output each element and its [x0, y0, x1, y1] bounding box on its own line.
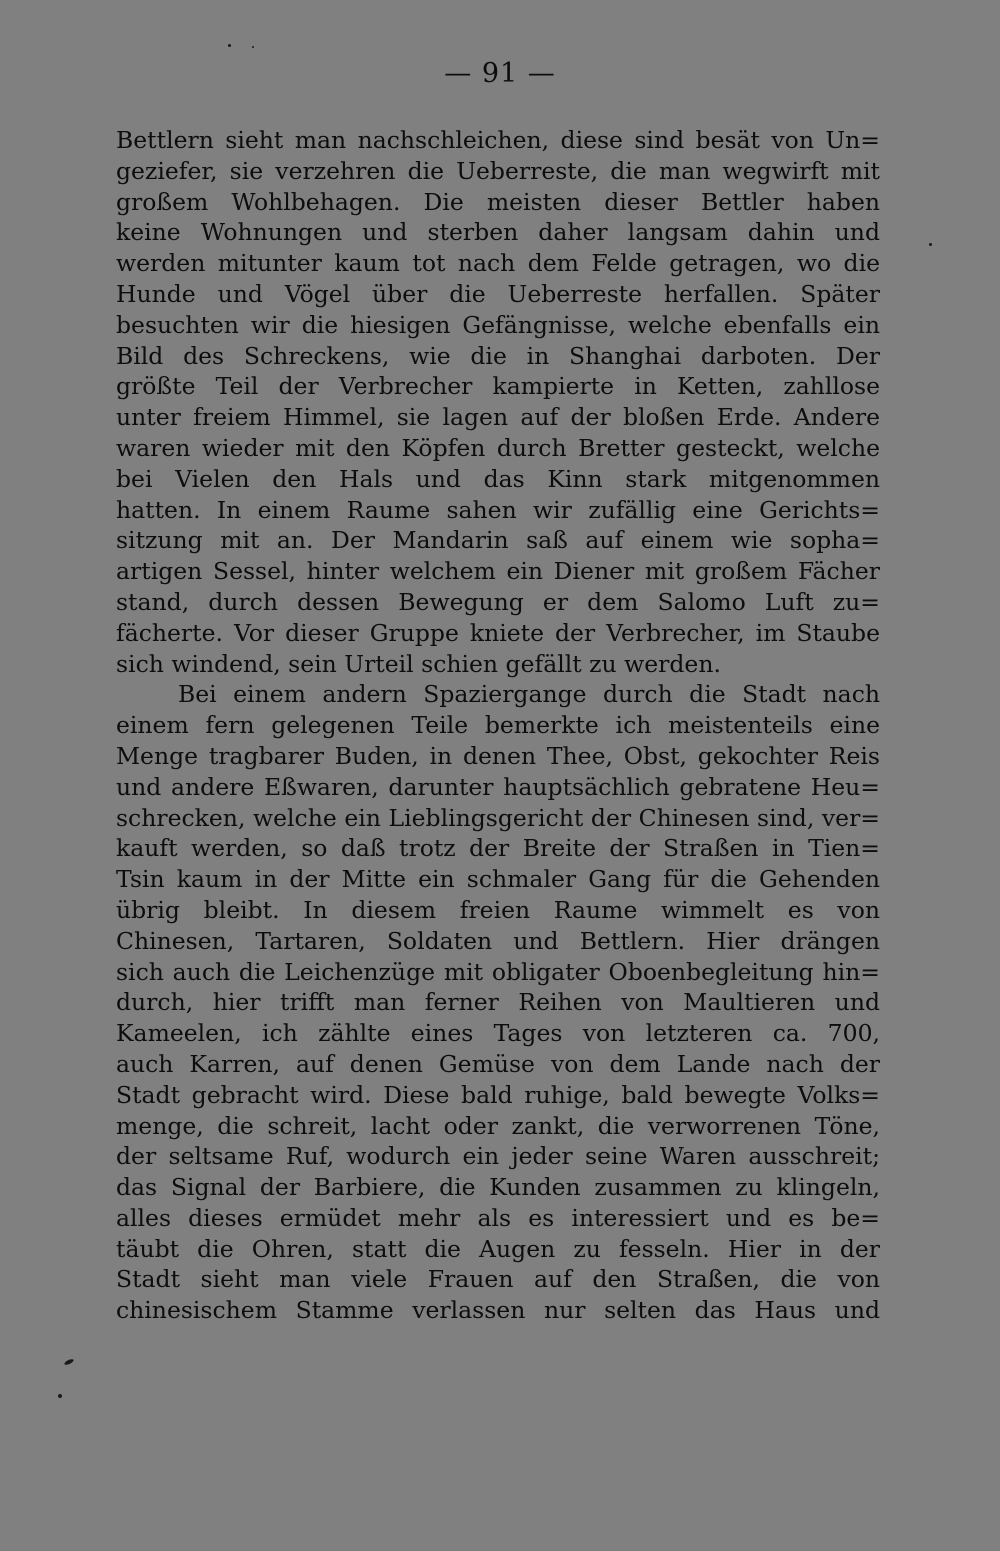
- text-line: sitzung mit an. Der Mandarin saß auf einem wie sopha=: [116, 526, 880, 555]
- text-line: durch, hier trifft man ferner Reihen von Maultieren und: [116, 988, 880, 1017]
- text-line: waren wieder mit den Köpfen durch Bretter gesteckt, welche: [116, 433, 880, 462]
- text-line: menge, die schreit, lacht oder zankt, die verworrenen Töne,: [116, 1111, 880, 1140]
- text-line: Bei einem andern Spaziergange durch die Stadt nach: [178, 680, 880, 709]
- text-line: Stadt gebracht wird. Diese bald ruhige, bald bewegte Volks=: [116, 1080, 880, 1109]
- text-line: chinesischem Stamme verlassen nur selten das Haus und: [116, 1296, 880, 1325]
- text-line: täubt die Ohren, statt die Augen zu fesseln. Hier in der: [116, 1234, 880, 1263]
- text-line: Hunde und Vögel über die Ueberreste herfallen. Später: [116, 279, 880, 308]
- text-line: und andere Eßwaren, darunter hauptsächlich gebratene Heu=: [116, 772, 880, 801]
- text-line: größte Teil der Verbrecher kampierte in Ketten, zahllose: [116, 372, 880, 401]
- text-line: sich windend, sein Urteil schien gefällt zu werden.: [116, 649, 721, 678]
- text-line: Tsin kaum in der Mitte ein schmaler Gang für die Gehenden: [116, 865, 880, 894]
- page-number: — 91 —: [444, 58, 556, 89]
- print-speck: [64, 1358, 75, 1366]
- text-line: Bild des Schreckens, wie die in Shanghai darboten. Der: [116, 341, 880, 370]
- text-line: unter freiem Himmel, sie lagen auf der bloßen Erde. Andere: [116, 403, 880, 432]
- print-speck: [929, 243, 932, 246]
- text-line: keine Wohnungen und sterben daher langsam dahin und: [116, 218, 880, 247]
- text-line: übrig bleibt. In diesem freien Raume wimmelt es von: [116, 895, 880, 924]
- text-line: hatten. In einem Raume sahen wir zufällig eine Gerichts=: [116, 495, 880, 524]
- text-line: Stadt sieht man viele Frauen auf den Straßen, die von: [116, 1265, 880, 1294]
- text-line: Menge tragbarer Buden, in denen Thee, Obst, gekochter Reis: [116, 741, 880, 770]
- text-line: das Signal der Barbiere, die Kunden zusammen zu klingeln,: [116, 1173, 880, 1202]
- text-line: Chinesen, Tartaren, Soldaten und Bettlern. Hier drängen: [116, 926, 880, 955]
- print-speck: [252, 46, 254, 48]
- text-line: sich auch die Leichenzüge mit obligater Oboenbegleitung hin=: [116, 957, 880, 986]
- text-line: werden mitunter kaum tot nach dem Felde getragen, wo die: [116, 249, 880, 278]
- print-speck: [58, 1394, 62, 1398]
- text-line: artigen Sessel, hinter welchem ein Diener mit großem Fächer: [116, 557, 880, 586]
- text-line: geziefer, sie verzehren die Ueberreste, die man wegwirft mit: [116, 156, 880, 185]
- text-line: alles dieses ermüdet mehr als es interessiert und es be=: [116, 1203, 880, 1232]
- text-line: kauft werden, so daß trotz der Breite der Straßen in Tien=: [116, 834, 880, 863]
- text-line: der seltsame Ruf, wodurch ein jeder seine Waren ausschreit;: [116, 1142, 880, 1171]
- body-text: [116, 125, 880, 1326]
- text-line: auch Karren, auf denen Gemüse von dem Lande nach der: [116, 1049, 880, 1078]
- text-line: fächerte. Vor dieser Gruppe kniete der Verbrecher, im Staube: [116, 618, 880, 647]
- text-line: Kameelen, ich zählte eines Tages von letzteren ca. 700,: [116, 1019, 880, 1048]
- text-line: schrecken, welche ein Lieblingsgericht der Chinesen sind, ver=: [116, 803, 880, 832]
- text-line: besuchten wir die hiesigen Gefängnisse, welche ebenfalls ein: [116, 310, 880, 339]
- text-line: Bettlern sieht man nachschleichen, diese sind besät von Un=: [116, 126, 880, 154]
- text-line: großem Wohlbehagen. Die meisten dieser Bettler haben: [116, 187, 880, 216]
- text-line: stand, durch dessen Bewegung er dem Salomo Luft zu=: [116, 587, 880, 616]
- print-speck: [228, 44, 231, 47]
- text-line: einem fern gelegenen Teile bemerkte ich meistenteils eine: [116, 711, 880, 740]
- text-line: bei Vielen den Hals und das Kinn stark mitgenommen: [116, 464, 880, 493]
